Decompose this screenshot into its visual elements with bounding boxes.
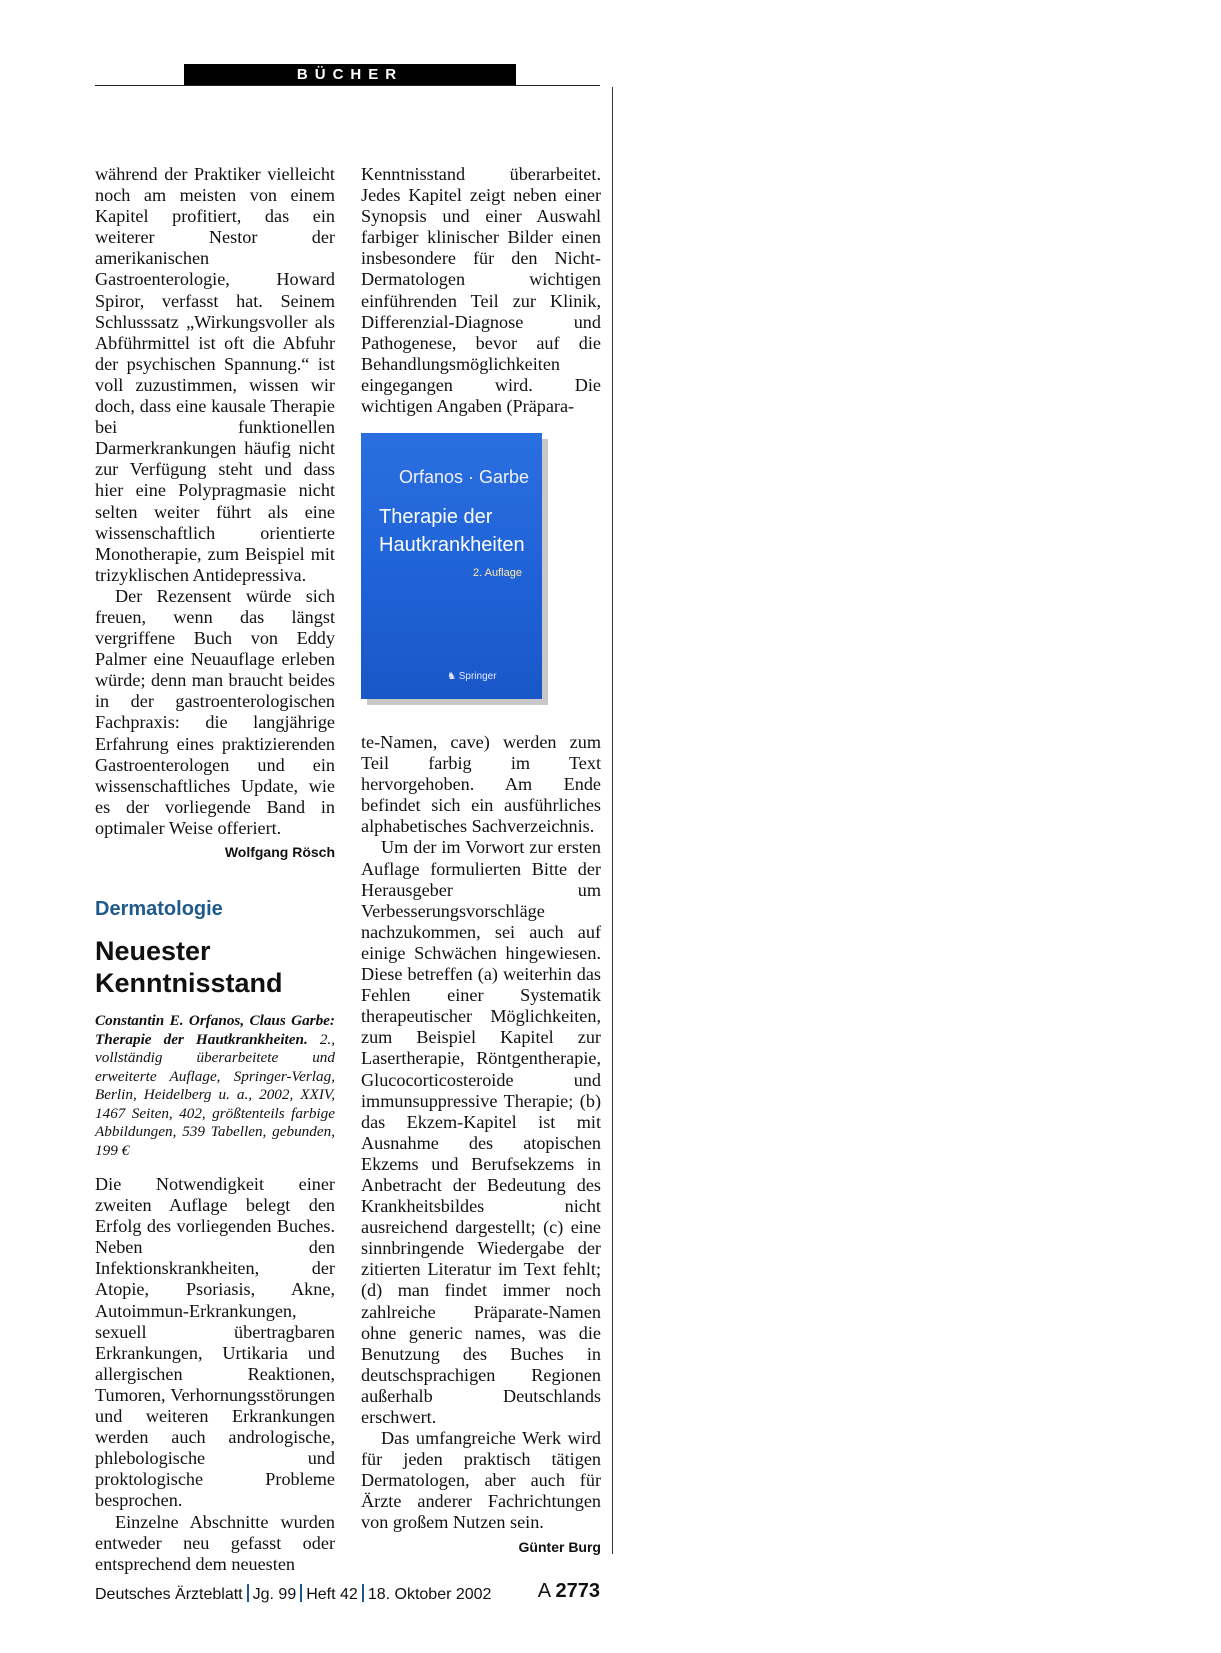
left-column-top (95, 164, 335, 863)
right-column-top (361, 164, 601, 417)
page-number-value: 2773 (555, 1580, 600, 1602)
paragraph: te-Namen, cave) werden zum Teil farbig im Text hervorgehoben. Am Ende befindet sich ein ausführliches alphabetisches Sachverzeichnis. (361, 732, 601, 837)
book-cover (361, 433, 542, 699)
paragraph: Kenntnisstand überarbeitet. Jedes Kapitel zeigt neben einer Synopsis und einer Auswahl farbiger klinischer Bilder einen insbesondere für den Nicht-Dermatologen wichtigen einführenden Teil zur Klinik, Differenzial-Diagnose und Pathogenese, bevor auf die Behandlungsmöglichkeiten eingegangen wird. Die wichtigen Angaben (Präpara- (361, 164, 601, 417)
footer-separator (362, 1584, 364, 1602)
cover-edition: 2. Auflage (473, 567, 522, 579)
right-column-bottom (361, 732, 601, 1558)
paragraph-text: Der Rezensent würde sich freuen, wenn das längst vergriffene Buch von Eddy Palmer eine Neuauflage erleben würde; denn man braucht beides in der gastroenterologischen Fachpraxis: die langjährige Erfahrung eines praktizierenden Gastroenterologen und ein wissenschaftliches Update, wie es der vorliegende Band in optimaler Weise offeriert. (95, 585, 335, 838)
book-author-title: Constantin E. Orfanos, Claus Garbe: Therapie der Hautkrankheiten. (95, 1012, 335, 1048)
publisher-logo (447, 671, 497, 682)
footer-separator (300, 1584, 302, 1602)
journal-name: Deutsches Ärzteblatt (95, 1586, 243, 1603)
journal-volume: Jg. 99 (252, 1586, 297, 1603)
paragraph-text: Das umfangreiche Werk wird für jeden praktisch tätigen Dermatologen, aber auch für Ärzte anderer Fachrichtungen von großem Nutzen sein. (361, 1428, 601, 1533)
page-prefix: A (537, 1580, 550, 1602)
paragraph: Die Notwendigkeit einer zweiten Auflage belegt den Erfolg des vorliegenden Buches. Neben den Infektionskrankheiten, der Atopie, Psoriasis, Akne, Autoimmun-Erkrankungen, sexuell übertragbaren Erkrankungen, Urtikaria und allergischen Reaktionen, Tumoren, Verhornungsstörungen und weiteren Erkrankungen werden auch andrologische, phlebologische und proktologische Probleme besprochen. (95, 1174, 335, 1511)
reviewer-signature: Günter Burg (518, 1538, 601, 1555)
issue-date: 18. Oktober 2002 (367, 1586, 492, 1603)
cover-title-line: Hautkrankheiten (379, 534, 525, 556)
cover-title-line: Therapie der (379, 506, 493, 528)
springer-knight-icon: ♞ (447, 671, 456, 682)
journal-issue: Heft 42 (306, 1586, 358, 1603)
paragraph (95, 585, 335, 860)
paragraph: Einzelne Abschnitte wurden entweder neu gefasst oder entsprechend dem neuesten (95, 1511, 335, 1574)
reviewer-signature: Wolfgang Rösch (224, 844, 335, 860)
left-column-bottom (95, 1174, 335, 1575)
paragraph: während der Praktiker vielleicht noch am meisten von einem Kapitel profitiert, das ein weiterer Nestor der amerikanischen Gastroenterologie, Howard Spiror, verfasst hat. Seinem Schlusssatz „Wirkungsvoller als Abführmittel ist oft die Abfuhr der psychischen Spannung.“ ist voll zuzustimmen, wissen wir doch, dass eine kausale Therapie bei funktionellen Darmerkrankungen häufig nicht zur Verfügung steht und dass hier eine Polypragmasie nicht selten weiter führt als eine wissenschaftlich orientierte Monotherapie, zum Beispiel mit trizyklischen Antidepressiva. (95, 164, 335, 585)
section-header: BÜCHER (184, 64, 516, 86)
section-label: Dermatologie (95, 898, 223, 920)
publisher-name: Springer (458, 671, 497, 682)
bibliographic-info (95, 1012, 335, 1160)
article-headline: Neuester Kenntnisstand (95, 936, 283, 998)
footer-separator (247, 1584, 249, 1602)
book-details: 2., vollständig überarbeitete und erweiterte Auflage, Springer-Verlag, Berlin, Heidelberg u. a., 2002, XXIV, 1467 Seiten, 402, größtenteils farbige Abbildungen, 539 Tabellen, gebunden, 199 € (95, 1030, 336, 1159)
paragraph: Um der im Vorwort zur ersten Auflage formulierten Bitte der Herausgeber um Verbesserungsvorschläge nachzukommen, sei auch auf einige Schwächen hingewiesen. Diese betreffen (a) weiterhin das Fehlen einer Systematik therapeutischer Möglichkeiten, zum Beispiel Kapitel zur Lasertherapie, Röntgentherapie, Glucocorticosteroide und immunsuppressive Therapie; (b) das Ekzem-Kapitel ist mit Ausnahme des atopischen Ekzems und Berufsekzems in Anbetracht der Bedeutung des Krankheitsbildes nicht ausreichend dargestellt; (c) eine sinnbringende Wiedergabe der zitierten Literatur im Text fehlt; (d) man findet immer noch zahlreiche Präparate-Namen ohne generic names, was die Benutzung des Buches in deutschsprachigen Regionen außerhalb Deutschlands erschwert. (361, 837, 601, 1427)
page-number (538, 1580, 600, 1603)
header-rule (95, 85, 600, 86)
cover-authors: Orfanos · Garbe (399, 467, 530, 487)
page-footer (95, 1580, 600, 1604)
cover-title (379, 503, 525, 559)
paragraph (361, 1428, 601, 1555)
column-rule (612, 87, 613, 1554)
